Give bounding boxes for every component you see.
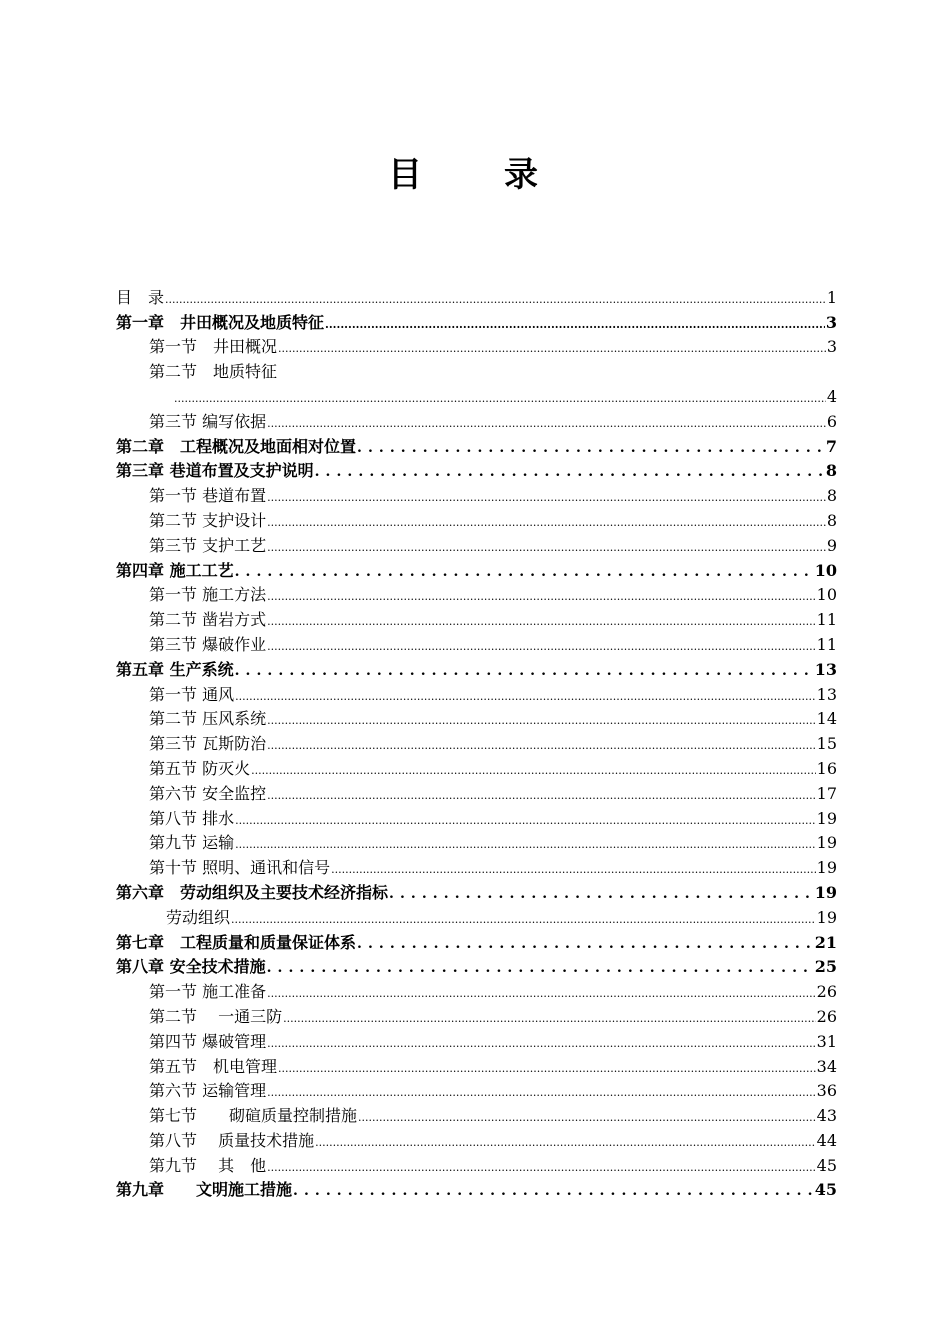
- toc-leader-dots: [389, 883, 814, 903]
- toc-leader-dots: [315, 461, 825, 481]
- toc-chapter-row[interactable]: [116, 928, 837, 953]
- toc-entry-label: 第二章 工程概况及地面相对位置: [116, 436, 357, 456]
- toc-leader-dots: [251, 759, 816, 779]
- toc-entry-label: 第一节 施工准备: [149, 982, 267, 1002]
- toc-entry-label: 第十节 照明、通讯和信号: [149, 858, 331, 878]
- toc-entry-label: 第一节 井田概况: [149, 337, 278, 357]
- toc-entry-label: 第九节 其 他: [149, 1155, 267, 1175]
- toc-entry-label: 第五节 防灭火: [149, 758, 251, 778]
- toc-leader-dots: [267, 1032, 816, 1052]
- toc-entry-row[interactable]: [116, 1002, 837, 1027]
- toc-leader-dots: [267, 784, 816, 804]
- toc-page-number: 36: [816, 1081, 837, 1101]
- toc-page-number: 31: [816, 1031, 837, 1051]
- toc-page-number: 26: [816, 982, 837, 1002]
- toc-entry-label: 第四章 施工工艺: [116, 560, 234, 580]
- table-of-contents: [116, 283, 837, 1200]
- toc-entry-row[interactable]: [116, 754, 837, 779]
- toc-page-number: 19: [816, 907, 837, 927]
- toc-chapter-row[interactable]: [116, 432, 837, 457]
- toc-entry-row[interactable]: [116, 630, 837, 655]
- toc-entry-row[interactable]: [116, 729, 837, 754]
- toc-entry-row[interactable]: [116, 829, 837, 854]
- toc-leader-dots: [267, 536, 826, 556]
- toc-entry-label: 第八节 排水: [149, 808, 235, 828]
- toc-entry-label: 第六章 劳动组织及主要技术经济指标: [116, 882, 389, 902]
- toc-page-number: 8: [825, 461, 837, 481]
- toc-leader-dots: [357, 437, 825, 457]
- toc-page-number: 8: [826, 510, 837, 530]
- toc-leader-dots: [235, 561, 814, 581]
- toc-entry-row[interactable]: [116, 1052, 837, 1077]
- toc-entry-row[interactable]: [116, 1077, 837, 1102]
- toc-page-number: 44: [816, 1130, 837, 1150]
- toc-page-number: 15: [816, 734, 837, 754]
- toc-chapter-row[interactable]: [116, 1176, 837, 1201]
- toc-entry-label: 第二节 压风系统: [149, 709, 267, 729]
- toc-leader-dots: [315, 1131, 816, 1151]
- toc-entry-label: 第九节 运输: [149, 833, 235, 853]
- toc-entry-row[interactable]: [116, 779, 837, 804]
- toc-entry-label: 第四节 爆破管理: [149, 1031, 267, 1051]
- toc-page-number: 6: [826, 411, 837, 431]
- toc-page-number: 14: [816, 709, 837, 729]
- toc-page-number: 17: [816, 783, 837, 803]
- toc-entry-label: 第五章 生产系统: [116, 659, 234, 679]
- toc-entry-label: 第三节 支护工艺: [149, 535, 267, 555]
- toc-page-number: 43: [816, 1106, 837, 1126]
- toc-entry-label: 第三节 编写依据: [149, 411, 267, 431]
- toc-leader-dots: [267, 486, 826, 506]
- toc-entry-row[interactable]: [116, 333, 837, 358]
- toc-entry-label: 第一节 通风: [149, 684, 235, 704]
- toc-leader-dots: [357, 933, 814, 953]
- toc-leader-dots: [278, 1057, 816, 1077]
- toc-entry-label: 第八节 质量技术措施: [149, 1130, 315, 1150]
- toc-entry-label: 第一章 井田概况及地质特征: [116, 312, 325, 332]
- toc-entry-row[interactable]: [116, 680, 837, 705]
- toc-leader-dots: [165, 288, 826, 308]
- toc-entry-row[interactable]: [116, 853, 837, 878]
- toc-page-number: 7: [825, 436, 837, 456]
- toc-entry-row[interactable]: [116, 903, 837, 928]
- toc-entry-row[interactable]: [116, 1126, 837, 1151]
- toc-page-number: 19: [816, 858, 837, 878]
- toc-entry-row[interactable]: [116, 1151, 837, 1176]
- toc-leader-dots: [235, 660, 814, 680]
- toc-entry-row[interactable]: [116, 283, 837, 308]
- toc-leader-dots: [283, 1007, 816, 1027]
- toc-entry-label: 第七章 工程质量和质量保证体系: [116, 932, 357, 952]
- toc-leader-dots: [267, 610, 816, 630]
- toc-leader-dots: [325, 313, 825, 333]
- toc-leader-dots: [293, 1180, 814, 1200]
- toc-chapter-row[interactable]: [116, 878, 837, 903]
- toc-chapter-row[interactable]: [116, 556, 837, 581]
- toc-page-number: 11: [816, 634, 837, 654]
- toc-entry-row[interactable]: [116, 977, 837, 1002]
- toc-page-number: 34: [816, 1056, 837, 1076]
- toc-page-number: 3: [826, 337, 837, 357]
- toc-entry-label: 第二节 凿岩方式: [149, 610, 267, 630]
- toc-entry-label: 第三节 爆破作业: [149, 634, 267, 654]
- toc-leader-dots: [278, 337, 826, 357]
- toc-entry-row[interactable]: [116, 1101, 837, 1126]
- toc-entry-row[interactable]: [116, 382, 837, 407]
- toc-leader-dots: [267, 585, 816, 605]
- toc-page-number: 4: [826, 386, 837, 406]
- toc-entry-label: 第一节 巷道布置: [149, 486, 267, 506]
- toc-page-number: 11: [816, 610, 837, 630]
- toc-leader-dots: [174, 387, 826, 407]
- toc-leader-dots: [231, 908, 816, 928]
- toc-chapter-row[interactable]: [116, 308, 837, 333]
- toc-entry-label: 第七节 砌碹质量控制措施: [149, 1106, 358, 1126]
- toc-leader-dots: [267, 511, 826, 531]
- toc-page-number: 9: [826, 535, 837, 555]
- toc-page-number: 3: [825, 312, 837, 332]
- toc-entry-label: 第六节 安全监控: [149, 783, 267, 803]
- toc-entry-row[interactable]: [116, 531, 837, 556]
- toc-entry-label: 第二节 地质特征: [149, 362, 278, 382]
- toc-leader-dots: [358, 1106, 816, 1126]
- toc-entry-row[interactable]: [116, 705, 837, 730]
- toc-chapter-row[interactable]: [116, 953, 837, 978]
- toc-page-number: 21: [814, 932, 837, 952]
- toc-page-number: 45: [814, 1180, 837, 1200]
- toc-page-number: 10: [816, 585, 837, 605]
- toc-entry-row[interactable]: [116, 605, 837, 630]
- toc-leader-dots: [267, 734, 816, 754]
- toc-leader-dots: [267, 1156, 816, 1176]
- toc-page-number: 10: [814, 560, 837, 580]
- toc-page-number: 16: [816, 758, 837, 778]
- toc-entry-label: 第八章 安全技术措施: [116, 957, 266, 977]
- toc-entry-row[interactable]: [116, 581, 837, 606]
- toc-entry-label: 第六节 运输管理: [149, 1081, 267, 1101]
- toc-leader-dots: [235, 685, 816, 705]
- toc-leader-dots: [331, 858, 816, 878]
- toc-leader-dots: [267, 412, 826, 432]
- toc-entry-row[interactable]: [116, 804, 837, 829]
- toc-page-number: 1: [826, 287, 837, 307]
- toc-entry-label: 第九章 文明施工措施: [116, 1180, 293, 1200]
- toc-entry-label: 目 录: [116, 287, 165, 307]
- toc-entry-row[interactable]: [116, 357, 837, 382]
- toc-entry-label: 第二节 一通三防: [149, 1006, 283, 1026]
- toc-entry-row[interactable]: [116, 1027, 837, 1052]
- page-title: 目 录: [388, 155, 562, 195]
- toc-leader-dots: [267, 635, 816, 655]
- toc-entry-row[interactable]: [116, 407, 837, 432]
- toc-entry-label: 第一节 施工方法: [149, 585, 267, 605]
- toc-leader-dots: [267, 957, 814, 977]
- toc-page-number: 19: [814, 882, 837, 902]
- toc-entry-label: 劳动组织: [166, 907, 231, 927]
- toc-leader-dots: [235, 833, 816, 853]
- toc-leader-dots: [267, 982, 816, 1002]
- toc-entry-label: 第二节 支护设计: [149, 510, 267, 530]
- toc-chapter-row[interactable]: [116, 655, 837, 680]
- toc-page-number: 13: [816, 684, 837, 704]
- toc-entry-row[interactable]: [116, 506, 837, 531]
- toc-entry-label: 第五节 机电管理: [149, 1056, 278, 1076]
- toc-leader-dots: [267, 709, 816, 729]
- toc-page-number: 25: [814, 957, 837, 977]
- toc-entry-row[interactable]: [116, 481, 837, 506]
- toc-page-number: 8: [826, 486, 837, 506]
- toc-page-number: 19: [816, 833, 837, 853]
- toc-leader-dots: [235, 809, 816, 829]
- toc-page-number: 26: [816, 1006, 837, 1026]
- toc-chapter-row[interactable]: [116, 457, 837, 482]
- toc-page-number: 19: [816, 808, 837, 828]
- toc-page-number: 45: [816, 1155, 837, 1175]
- toc-page-number: 13: [814, 659, 837, 679]
- toc-leader-dots: [267, 1081, 816, 1101]
- toc-entry-label: 第三节 瓦斯防治: [149, 734, 267, 754]
- toc-entry-label: 第三章 巷道布置及支护说明: [116, 461, 314, 481]
